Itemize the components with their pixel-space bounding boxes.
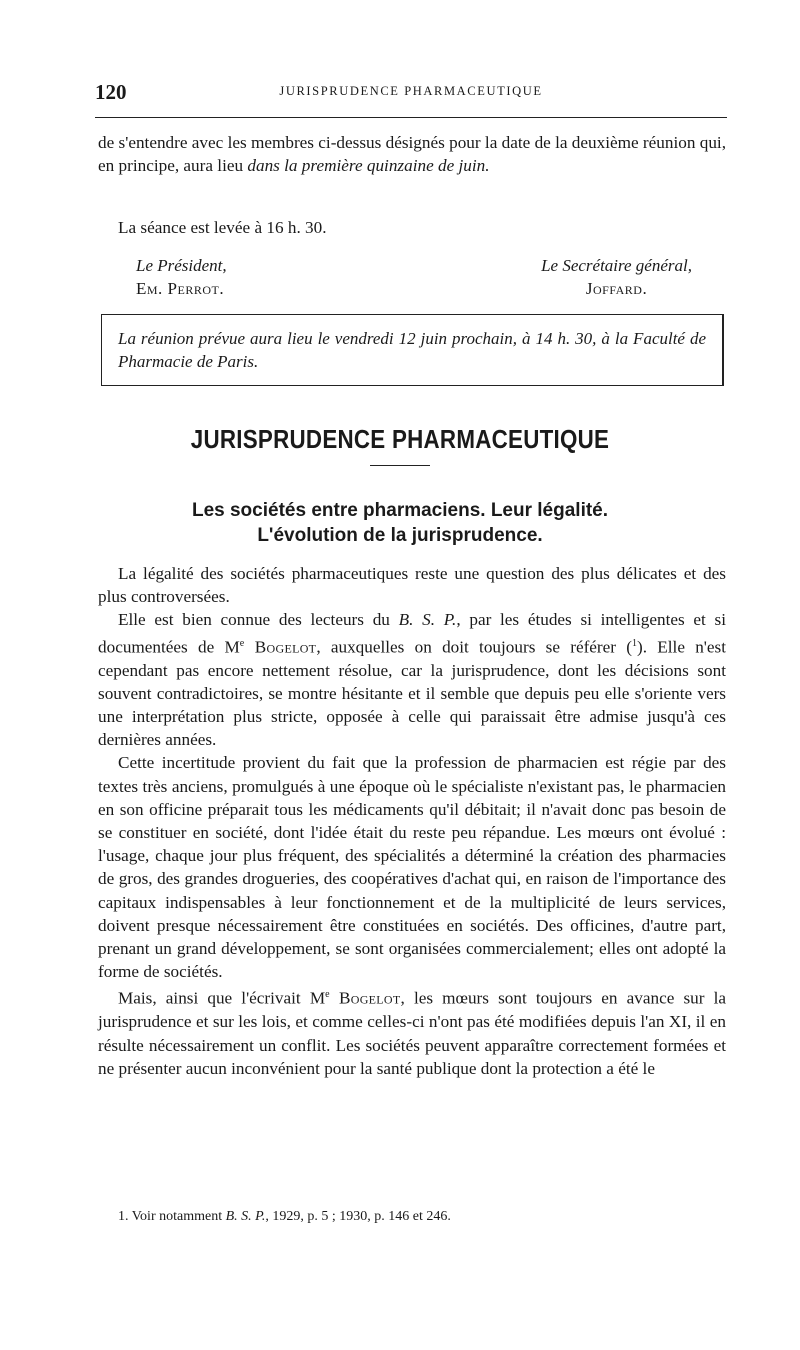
p2-text-a: Elle est bien connue des lecteurs du — [118, 610, 399, 630]
page-number: 120 — [95, 80, 127, 104]
section-title-rule — [370, 465, 430, 466]
page-header — [95, 80, 727, 108]
footnote-text-a: 1. Voir notamment — [118, 1209, 226, 1224]
president-name: Em. Perrot. — [136, 279, 225, 298]
p4-superscript: e — [325, 989, 330, 1001]
article-title — [0, 498, 800, 548]
p2-text-b: , par les études si intelligentes et si documentées de M — [98, 610, 726, 657]
running-title: JURISPRUDENCE PHARMACEUTIQUE — [279, 84, 543, 98]
intro-text: de s'entendre avec les membres ci-dessus désignés pour la date de la deuxième réunion qui, en principe, aura lieu — [98, 133, 726, 176]
intro-paragraph — [98, 131, 726, 177]
p2-text-d: ). Elle n'est cependant pas encore nettement résolue, car la jurisprudence, dont les décisions sont souvent contradictoires, se montre hésitante et il semble que depuis peu elle s'oriente vers une interprétation plus stricte, opposée à celle qui paraissait être admise jusqu'à ces dernières années. — [98, 637, 726, 750]
article-title-line-1: Les sociétés entre pharmaciens. Leur légalité. — [191, 500, 609, 521]
signature-secretary — [541, 254, 692, 300]
secretary-name: Joffard. — [585, 279, 648, 298]
p2-superscript: e — [239, 637, 245, 649]
p2-journal-ref: B. S. P. — [398, 610, 457, 630]
p2-text-c: , auxquelles on doit toujours se référer ( — [316, 637, 632, 657]
intro-italic: dans la première quinzaine de juin. — [247, 156, 490, 176]
article-body — [98, 562, 726, 1080]
section-title: JURISPRUDENCE PHARMACEUTIQUE — [190, 424, 610, 454]
paragraph-3: Cette incertitude provient du fait que la profession de pharmacien est régie par des textes très anciens, promulgués à une époque où le spécialiste n'existant pas, le pharmacien en son officine préparait tous les médicaments qu'il débitait; il n'avait donc pas besoin de se constituer en société, dont l'idée était du reste peu répandue. Les mœurs ont évolué : l'usage, chaque jour plus fréquent, des spécialités a déterminé la création des pharmacies de gros, des grandes drogueries, des coopératives d'achat qui, en raison de l'importance des capitaux indispensables à leur fonctionnement et de la multiplicité de leurs services, doivent presque nécessairement être constituées en sociétés. Des officines, d'autre part, prenant un grand développement, se sont organisées commercialement; elles ont adopté la forme de sociétés. — [98, 753, 726, 982]
p4-text-b: , les mœurs sont toujours en avance sur la jurisprudence et sur les lois, et comme celles-ci n'ont pas été modifiées depuis l'an XI, il en résulte nécessairement un conflit. Les sociétés peuvent apparaître correctement formées et ne présenter aucun inconvénient pour la santé publique dont la protection a été le — [98, 989, 726, 1078]
paragraph-1: La légalité des sociétés pharmaceutiques reste une question des plus délicates et des plus controversées. — [98, 564, 726, 607]
secretary-role: Le Secrétaire général, — [541, 256, 692, 275]
footnote-text-b: , 1929, p. 5 ; 1930, p. 146 et 246. — [265, 1209, 451, 1224]
footnote-marker: 1 — [632, 637, 637, 649]
president-role: Le Président, — [136, 256, 227, 275]
meeting-notice-text: La réunion prévue aura lieu le vendredi 12 juin prochain, à 14 h. 30, à la Faculté de Pharmacie de Paris. — [118, 329, 706, 371]
footnote — [118, 1207, 451, 1227]
signature-president — [136, 254, 227, 300]
paragraph-4 — [98, 983, 726, 1080]
p4-author-name: Bogelot — [329, 989, 401, 1009]
footnote-journal-ref: B. S. P. — [225, 1209, 266, 1224]
article-title-line-2: L'évolution de la jurisprudence. — [257, 525, 543, 546]
p2-author-name: Bogelot — [244, 637, 317, 657]
p4-text-a: Mais, ainsi que l'écrivait M — [118, 989, 326, 1009]
seance-line — [98, 216, 726, 239]
meeting-notice-box — [101, 314, 724, 386]
signatures — [98, 254, 726, 300]
paragraph-2 — [98, 608, 726, 751]
seance-text: La séance est levée à 16 h. 30. — [118, 218, 327, 237]
header-rule — [95, 117, 727, 118]
